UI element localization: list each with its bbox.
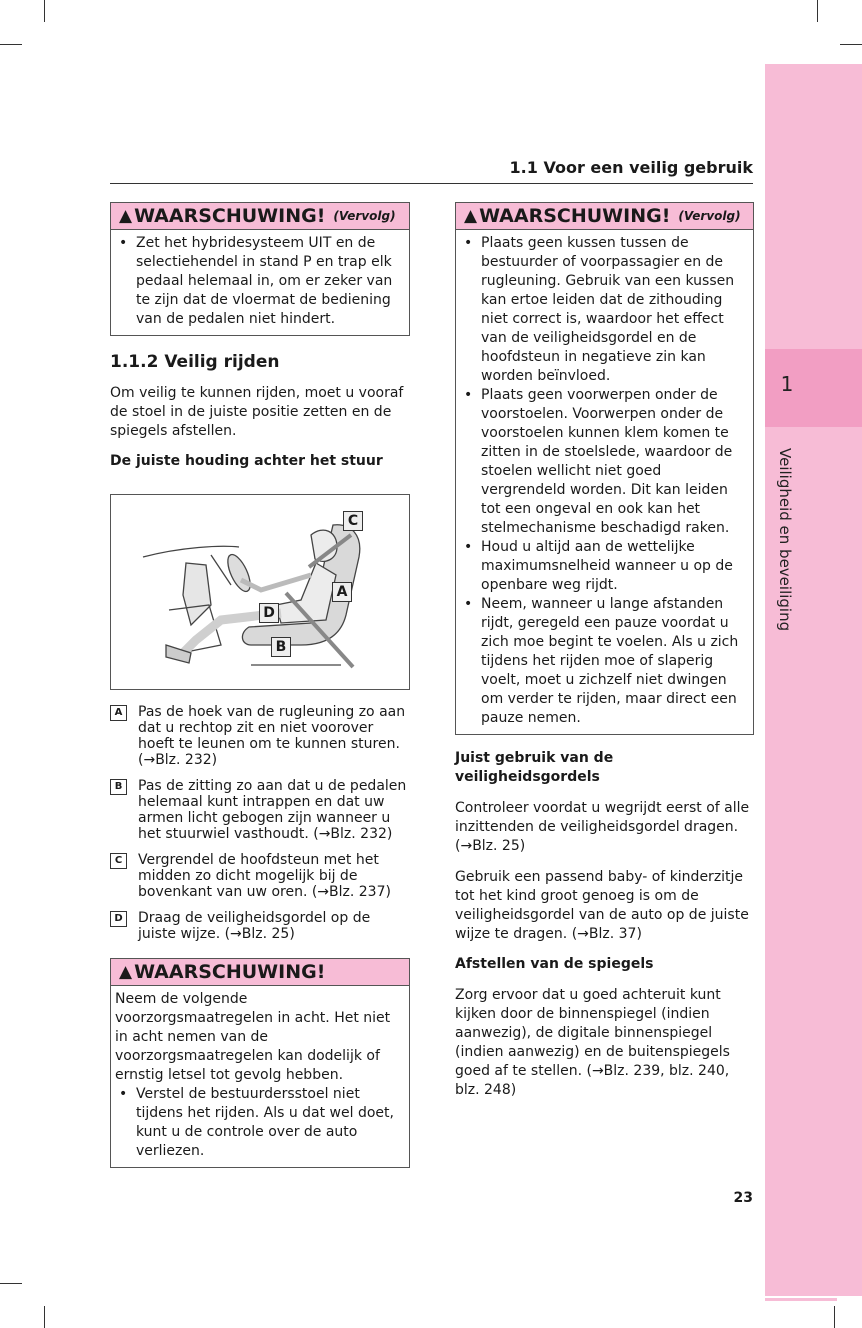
crop-mark (834, 1306, 835, 1328)
warning-continued: (Vervolg) (678, 209, 741, 223)
legend-key: A (110, 705, 127, 721)
warning-body (456, 230, 753, 734)
paragraph-seatbelts: Controleer voordat u wegrijdt eerst of alle inzittenden de veiligheidsgordel dragen. (→Blz. 25) (455, 800, 750, 854)
right-column (455, 202, 754, 1100)
paragraph-child-seat: Gebruik een passend baby- of kinderzitje tot het kind groot genoeg is om de veiligheidsgordel van de auto op de juiste wijze te dragen. (→Blz. 37) (455, 869, 749, 942)
page-number: 23 (733, 1190, 753, 1206)
warning-body (111, 986, 409, 1167)
crop-mark (0, 1283, 22, 1284)
crop-mark (840, 44, 862, 45)
legend-item-d (110, 910, 410, 942)
driver-arm (241, 575, 311, 590)
warning-item: • Neem, wanneer u lange afstanden rijdt, geregeld een pauze voordat u zich moe begint te voelen. Als u zich tijdens het rijden moe of slaperig voelt, moet u zichzelf niet dwingen om verder te rijden, maar direct een pauze nemen. (460, 595, 747, 728)
section-title: 1.1.2 Veilig rijden (110, 352, 280, 372)
warning-item: • Verstel de bestuurdersstoel niet tijdens het rijden. Als u dat wel doet, kunt u de controle over de auto verliezen. (115, 1085, 403, 1161)
warning-intro: Neem de volgende voorzorgsmaatregelen in acht. Het niet in acht nemen van de voorzorgsmaatregelen kan dodelijk of ernstig letsel tot gevolg hebben. (115, 991, 391, 1083)
legend-item-a (110, 704, 410, 768)
warning-title: WAARSCHUWING! (134, 961, 326, 983)
chapter-title: Veiligheid en beveiliging (776, 448, 794, 632)
subheading-seatbelts: Juist gebruik van de veiligheidsgordels (455, 750, 614, 785)
warning-item: • Zet het hybridesysteem UIT en de selectiehendel in stand P en trap elk pedaal helemaal in, om er zeker van te zijn dat de vloermat de bediening van de pedalen niet hindert. (115, 234, 403, 329)
warning-header (456, 203, 753, 230)
subheading-posture: De juiste houding achter het stuur (110, 453, 383, 469)
chapter-number: 1 (780, 372, 794, 396)
steering-wheel (223, 551, 254, 594)
dashboard-panel (183, 563, 211, 625)
figure-legend (110, 704, 410, 942)
figure-label-d: D (259, 603, 279, 623)
warning-continued: (Vervolg) (333, 209, 396, 223)
warning-header (111, 203, 409, 230)
legend-item-c (110, 852, 410, 900)
crop-mark (44, 0, 45, 22)
legend-item-b (110, 778, 410, 842)
warning-item: • Plaats geen kussen tussen de bestuurder of voorpassagier en de rugleuning. Gebruik van een kussen kan ertoe leiden dat de zithouding niet correct is, waardoor het effect van de veiligheidsgordel en de hoofdsteun in negatieve zin kan worden beïnvloed. (460, 234, 747, 386)
legend-text: Pas de zitting zo aan dat u de pedalen helemaal kunt intrappen en dat uw armen licht gebogen zijn wanneer u het stuurwiel vasthoudt. (→Blz. 232) (138, 778, 407, 842)
warning-title: WAARSCHUWING! (479, 205, 671, 227)
figure-label-c: C (343, 511, 363, 531)
legend-text: Draag de veiligheidsgordel op de juiste wijze. (→Blz. 25) (138, 910, 371, 942)
page-header: 1.1 Voor een veilig gebruik (509, 158, 753, 177)
warning-triangle-icon: ▲ (119, 206, 133, 226)
warning-triangle-icon: ▲ (119, 962, 133, 982)
legend-key: C (110, 853, 127, 869)
section-intro: Om veilig te kunnen rijden, moet u vooraf de stoel in de juiste positie zetten en de spiegels afstellen. (110, 385, 404, 439)
left-column (110, 202, 410, 1168)
side-tab (765, 64, 862, 1296)
legend-text: Pas de hoek van de rugleuning zo aan dat u rechtop zit en niet voorover hoeft te leunen om te kunnen sturen. (→Blz. 232) (138, 704, 406, 768)
header-rule (110, 183, 753, 184)
crop-mark (0, 44, 22, 45)
crop-mark (817, 0, 818, 22)
warning-box-bottom (110, 958, 410, 1168)
warning-triangle-icon: ▲ (464, 206, 478, 226)
warning-item: • Houd u altijd aan de wettelijke maximumsnelheid wanneer u op de openbare weg rijdt. (460, 538, 747, 595)
figure-label-b: B (271, 637, 291, 657)
legend-key: D (110, 911, 127, 927)
paragraph-mirrors: Zorg ervoor dat u goed achteruit kunt kijken door de binnenspiegel (indien aanwezig), de digitale binnenspiegel (indien aanwezig) en de buitenspiegels goed af te stellen. (→Blz. 239, blz. 240, blz. 248) (455, 987, 730, 1098)
warning-title: WAARSCHUWING! (134, 205, 326, 227)
warning-header (111, 959, 409, 986)
figure-label-a: A (332, 582, 352, 602)
warning-item: • Plaats geen voorwerpen onder de voorstoelen. Voorwerpen onder de voorstoelen kunnen klem komen te zitten in de stoelslede, waardoor de stoelen wellicht niet goed vergrendeld worden. Dit kan leiden tot een ongeval en ook kan het stelmechanisme beschadigd raken. (460, 386, 747, 538)
subheading-mirrors: Afstellen van de spiegels (455, 956, 654, 972)
crop-mark (44, 1306, 45, 1328)
side-tab-bottom-line (765, 1298, 837, 1301)
warning-box-top (110, 202, 410, 336)
warning-box-right (455, 202, 754, 735)
legend-text: Vergrendel de hoofdsteun met het midden zo dicht mogelijk bij de bovenkant van uw oren. (→Blz. 237) (138, 852, 391, 900)
dashboard-line (143, 546, 239, 557)
driver-illustration (111, 495, 409, 689)
warning-body (111, 230, 409, 335)
driving-posture-figure (110, 494, 410, 690)
legend-key: B (110, 779, 127, 795)
